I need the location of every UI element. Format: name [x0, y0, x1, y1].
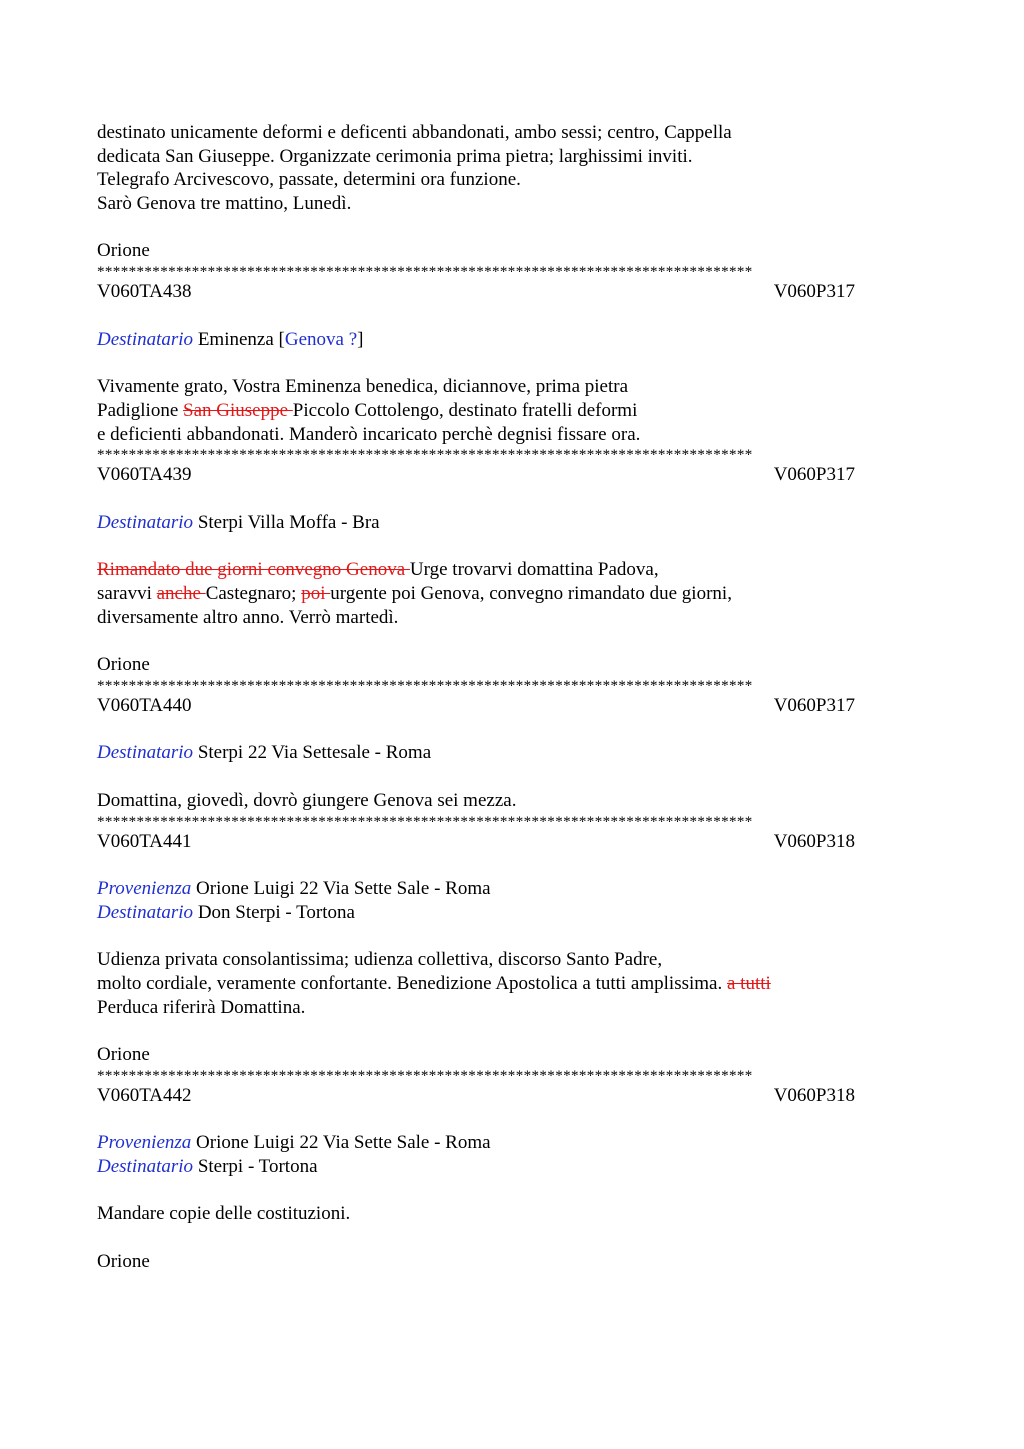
separator: ***********************************************************************************: [97, 678, 753, 694]
deleted-text: poi: [301, 583, 331, 604]
recipient-label: Destinatario: [97, 742, 194, 764]
separator: ***********************************************************************************: [97, 814, 753, 830]
text-line: [97, 582, 927, 606]
text-line: [97, 558, 927, 582]
entry-header: [97, 280, 855, 304]
bracket-close: ]: [357, 328, 364, 350]
intro-line-3: Telegrafo Arcivescovo, passate, determini ora funzione.: [97, 169, 521, 191]
deleted-text: Rimandato due giorni convegno Genova: [97, 559, 410, 581]
sender-line: [97, 877, 927, 901]
recipient-line: [97, 328, 927, 352]
recipient-label: Destinatario: [97, 901, 194, 923]
intro-line-2: dedicata San Giuseppe. Organizzate cerimonia prima pietra; larghissimi inviti.: [97, 145, 693, 167]
entry-id: V060TA442: [97, 1084, 192, 1106]
text-fragment: saravvi: [97, 583, 157, 604]
signature: Orione: [97, 1044, 150, 1065]
text-fragment: Piccolo Cottolengo, destinato fratelli deformi: [292, 399, 638, 421]
separator: ***********************************************************************************: [97, 448, 753, 464]
entry-header: [97, 463, 855, 487]
recipient-value: Don Sterpi - Tortona: [197, 901, 355, 923]
deleted-text: San Giuseppe: [183, 399, 293, 421]
separator: ***********************************************************************************: [97, 265, 753, 281]
text-fragment: Castegnaro;: [205, 583, 302, 604]
sender-value: Orione Luigi 22 Via Sette Sale - Roma: [196, 1132, 491, 1154]
recipient-value: Sterpi Villa Moffa - Bra: [197, 511, 380, 533]
signature: Orione: [97, 1250, 150, 1272]
editor-note: Genova ?: [284, 328, 358, 350]
text-line: diversamente altro anno. Verrò martedì.: [97, 606, 399, 628]
entry-header: [97, 694, 855, 718]
text-line: Perduca riferirà Domattina.: [97, 996, 306, 1018]
recipient-value: Eminenza [: [197, 328, 285, 350]
recipient-label: Destinatario: [97, 511, 194, 533]
entry-id: V060TA440: [97, 694, 192, 716]
text-fragment: Padiglione: [97, 399, 184, 421]
deleted-text: a tutti: [726, 972, 771, 994]
signature: Orione: [97, 240, 150, 262]
recipient-line: [97, 901, 927, 925]
text-line: Domattina, giovedì, dovrò giungere Genova sei mezza.: [97, 789, 517, 811]
entry-header: [97, 1084, 855, 1108]
intro-line-4: Sarò Genova tre mattino, Lunedì.: [97, 193, 352, 215]
text-line: Udienza privata consolantissima; udienza collettiva, discorso Santo Padre,: [97, 949, 663, 971]
entry-page: V060P317: [773, 281, 855, 303]
document-page: [97, 121, 927, 1274]
sender-label: Provenienza: [97, 1132, 192, 1154]
recipient-value: Sterpi - Tortona: [197, 1156, 318, 1178]
sender-value: Orione Luigi 22 Via Sette Sale - Roma: [196, 878, 491, 900]
separator: ***********************************************************************************: [97, 1068, 753, 1084]
entry-page: V060P318: [773, 1084, 855, 1106]
entry-page: V060P317: [773, 464, 855, 486]
text-fragment: molto cordiale, veramente confortante. Benedizione Apostolica a tutti amplissima.: [97, 972, 727, 994]
text-line: [97, 972, 927, 996]
recipient-line: [97, 511, 927, 535]
entry-id: V060TA439: [97, 464, 192, 486]
text-fragment: urgente poi Genova, convegno rimandato due giorni,: [330, 583, 732, 604]
intro-line-1: destinato unicamente deformi e deficenti abbandonati, ambo sessi; centro, Cappella: [97, 122, 732, 143]
entry-page: V060P318: [773, 830, 855, 852]
entry-header: [97, 830, 855, 854]
recipient-line: [97, 1155, 927, 1179]
entry-id: V060TA438: [97, 281, 192, 303]
recipient-value: Sterpi 22 Via Settesale - Roma: [197, 742, 432, 764]
sender-line: [97, 1131, 927, 1155]
text-line: Mandare copie delle costituzioni.: [97, 1203, 351, 1225]
text-line: [97, 399, 927, 423]
text-fragment: Urge trovarvi domattina Padova,: [409, 559, 659, 581]
text-line: Vivamente grato, Vostra Eminenza benedica, diciannove, prima pietra: [97, 376, 629, 398]
recipient-label: Destinatario: [97, 328, 194, 350]
recipient-label: Destinatario: [97, 1156, 194, 1178]
entry-page: V060P317: [773, 694, 855, 716]
deleted-text: anche: [156, 583, 206, 604]
text-line: e deficienti abbandonati. Manderò incaricato perchè degnisi fissare ora.: [97, 423, 641, 445]
recipient-line: [97, 741, 927, 765]
entry-id: V060TA441: [97, 830, 192, 852]
signature: Orione: [97, 654, 150, 676]
sender-label: Provenienza: [97, 878, 192, 900]
